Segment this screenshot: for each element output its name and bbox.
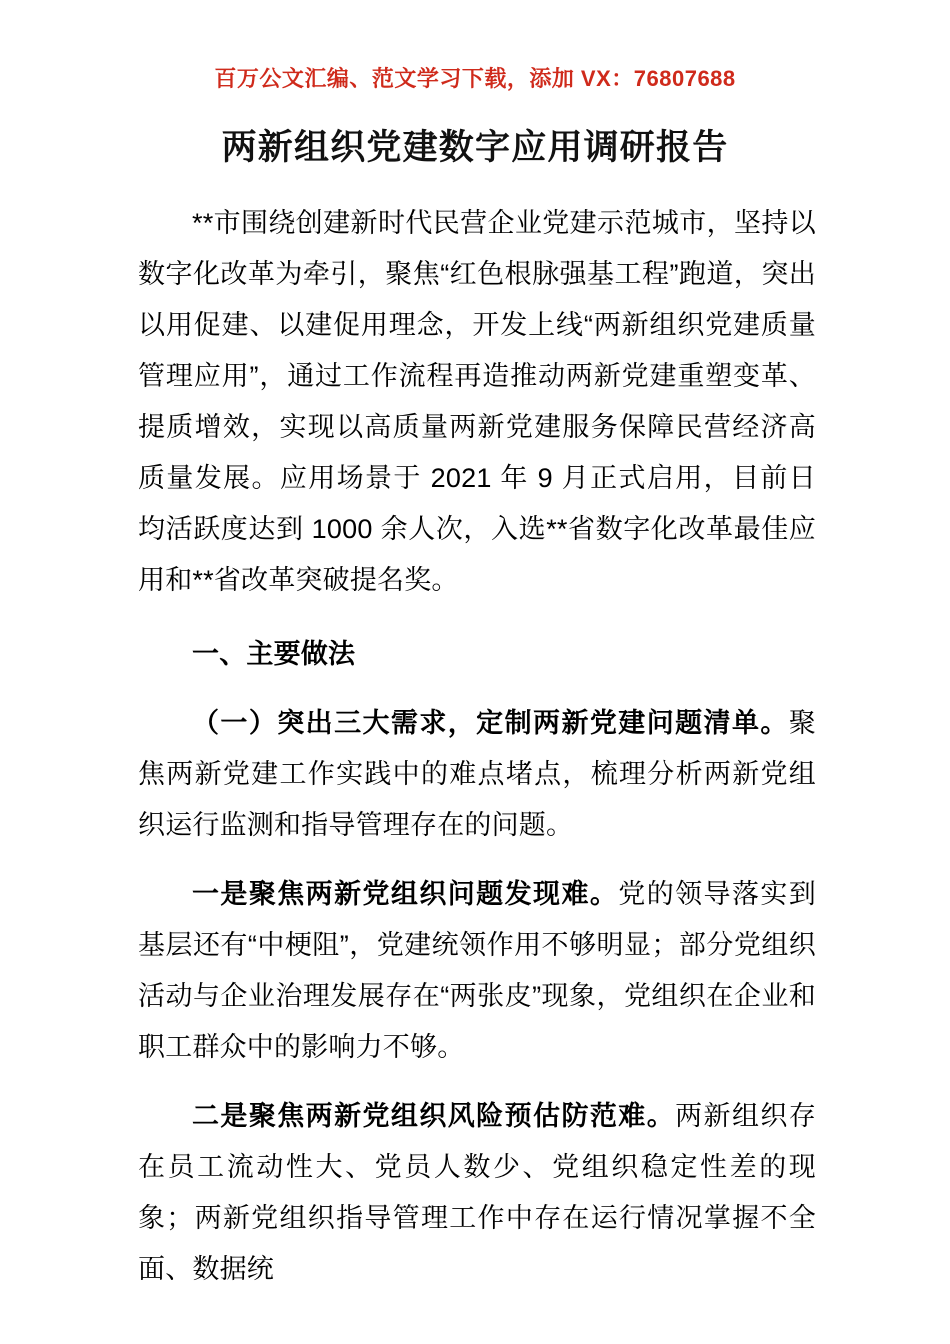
point-one-body: 党的领导落实到基层还有“中梗阻”，党建统领作用不够明显；部分党组织活动与企业治理发展存在“两张皮”现象，党组织在企业和职工群众中的影响力不够。 (138, 879, 816, 1062)
subsection-one-body: 聚焦两新党建工作实践中的难点堵点，梳理分析两新党组织运行监测和指导管理存在的问题。 (138, 708, 816, 840)
intro-paragraph: **市围绕创建新时代民营企业党建示范城市，坚持以数字化改革为牵引，聚焦“红色根脉强基工程”跑道，突出以用促建、以建促用理念，开发上线“两新组织党建质量管理应用”，通过工作流程再造推动两新党建重塑变革、提质增效，实现以高质量两新党建服务保障民营经济高质量发展。应用场景于 2021 年 9 月正式启用，目前日均活跃度达到 1000 余人次，入选**省数字化改革最佳应用和**省改革突破提名奖。 (138, 208, 816, 595)
paragraph-spacer (138, 1073, 816, 1091)
section-heading-one: 一、主要做法 (192, 639, 356, 669)
document-title: 两新组织党建数字应用调研报告 (221, 128, 729, 167)
point-one-lead: 一是聚焦两新党组织问题发现难。 (192, 879, 619, 909)
point-one-paragraph (138, 869, 816, 1073)
point-two-body: 两新组织存在员工流动性大、党员人数少、党组织稳定性差的现象；两新党组织指导管理工作中存在运行情况掌握不全面、数据统 (138, 1101, 816, 1284)
subsection-one-paragraph (138, 698, 816, 851)
paragraph-spacer (138, 606, 816, 629)
promo-banner (0, 62, 950, 93)
point-two-paragraph (138, 1091, 816, 1295)
subsection-one-lead: （一）突出三大需求，定制两新党建问题清单。 (192, 708, 789, 738)
document-body (138, 198, 816, 1295)
promo-text: 百万公文汇编、范文学习下载，添加 VX：76807688 (214, 66, 736, 91)
paragraph-spacer (138, 680, 816, 698)
point-two-lead: 二是聚焦两新党组织风险预估防范难。 (192, 1101, 676, 1131)
paragraph-spacer (138, 851, 816, 869)
